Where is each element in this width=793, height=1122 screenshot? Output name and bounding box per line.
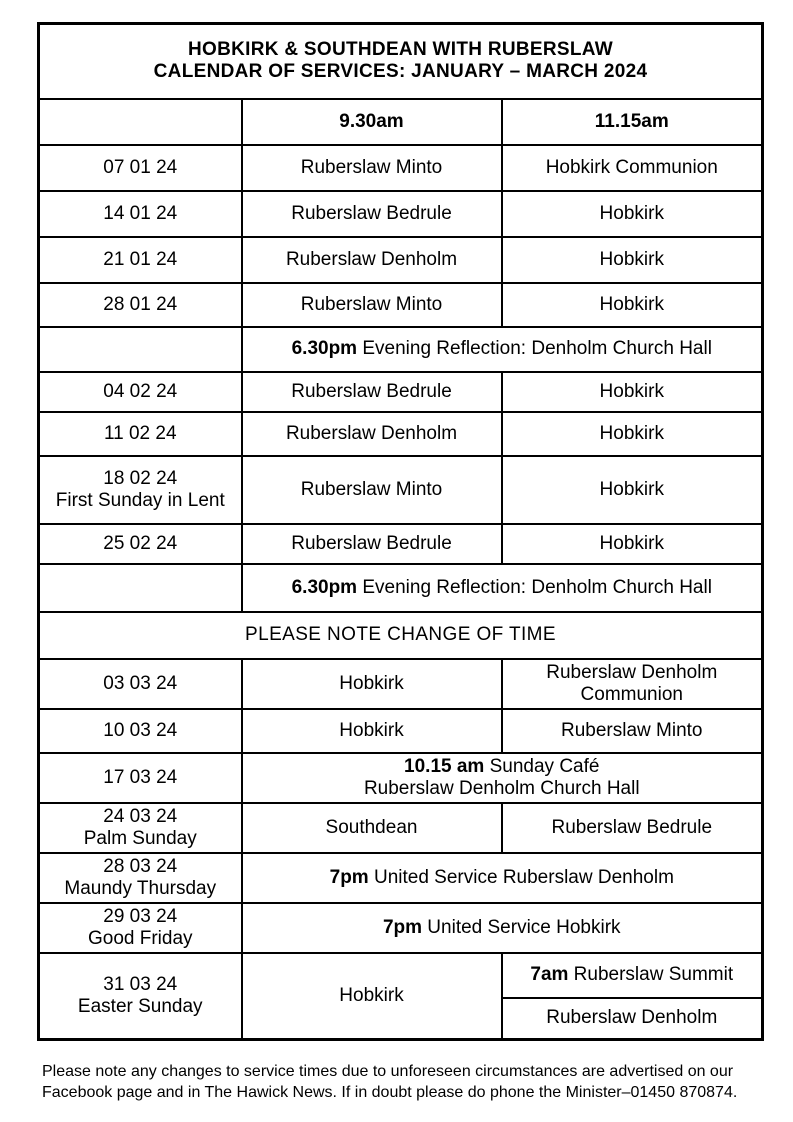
service-1115-cell: Hobkirk <box>502 372 763 412</box>
date-cell <box>39 953 242 1040</box>
event-time: 6.30pm <box>291 576 358 598</box>
table-row <box>39 327 763 372</box>
date-note: Good Friday <box>87 927 193 949</box>
date-text: 24 03 24 <box>103 805 178 827</box>
event-text: Evening Reflection: Denholm Church Hall <box>357 338 712 359</box>
service-1115-cell: Hobkirk <box>502 524 763 564</box>
title-row <box>39 24 763 99</box>
table-row <box>39 853 763 903</box>
service-930-cell: Ruberslaw Bedrule <box>242 372 502 412</box>
service-930-cell: Ruberslaw Bedrule <box>242 524 502 564</box>
service-930-cell: Ruberslaw Minto <box>242 456 502 524</box>
event-time: 7pm <box>329 866 369 888</box>
event-text: Evening Reflection: Denholm Church Hall <box>357 576 712 598</box>
service-1115-cell: Hobkirk <box>502 191 763 237</box>
event-time: 7pm <box>382 916 423 938</box>
service-930-cell: Hobkirk <box>242 659 502 709</box>
service-930-cell: Ruberslaw Denholm <box>242 237 502 283</box>
event-text: Sunday Café <box>484 755 600 777</box>
service-1115-cell: Hobkirk <box>502 412 763 456</box>
header-time-930: 9.30am <box>242 99 502 145</box>
date-note: Easter Sunday <box>77 995 203 1017</box>
date-cell <box>39 456 242 524</box>
service-1115-cell: Hobkirk Communion <box>502 145 763 191</box>
service-930-cell: Ruberslaw Minto <box>242 283 502 327</box>
event-time: 7am <box>530 964 569 985</box>
service-930-cell: Ruberslaw Minto <box>242 145 502 191</box>
service-1115-cell: Hobkirk <box>502 283 763 327</box>
date-cell-empty <box>39 327 242 372</box>
date-note: Maundy Thursday <box>64 877 217 899</box>
early-service-cell <box>502 953 763 998</box>
table-row <box>39 659 763 709</box>
event-time: 6.30pm <box>291 338 358 359</box>
date-note: Palm Sunday <box>83 827 197 849</box>
table-row <box>39 709 763 753</box>
event-text: Ruberslaw Summit <box>568 964 734 985</box>
service-930-cell: Hobkirk <box>242 709 502 753</box>
table-row <box>39 903 763 953</box>
service-930-cell: Ruberslaw Denholm <box>242 412 502 456</box>
date-cell: 11 02 24 <box>39 412 242 456</box>
date-cell <box>39 853 242 903</box>
date-cell: 17 03 24 <box>39 753 242 803</box>
event-cell <box>242 564 763 612</box>
date-text: 18 02 24 <box>103 467 178 489</box>
service-1115-cell: Ruberslaw Denholm <box>502 998 763 1040</box>
service-930-cell: Ruberslaw Bedrule <box>242 191 502 237</box>
date-cell: 07 01 24 <box>39 145 242 191</box>
date-cell: 25 02 24 <box>39 524 242 564</box>
table-title <box>39 24 763 99</box>
services-calendar-table <box>37 22 764 1041</box>
event-line-2: Ruberslaw Denholm Church Hall <box>363 777 640 799</box>
service-930-cell: Hobkirk <box>242 953 502 1040</box>
date-cell: 21 01 24 <box>39 237 242 283</box>
service-1115-cell: Hobkirk <box>502 456 763 524</box>
date-text: 31 03 24 <box>103 973 178 995</box>
date-cell: 03 03 24 <box>39 659 242 709</box>
table-row <box>39 456 763 524</box>
event-time: 10.15 am <box>404 755 485 777</box>
date-cell-empty <box>39 564 242 612</box>
notice-cell: PLEASE NOTE CHANGE OF TIME <box>39 612 763 659</box>
date-note: First Sunday in Lent <box>55 489 225 511</box>
header-row <box>39 99 763 145</box>
date-text: 29 03 24 <box>103 905 178 927</box>
service-1115-cell: Ruberslaw Bedrule <box>502 803 763 853</box>
event-cell <box>242 853 763 903</box>
header-time-1115: 11.15am <box>502 99 763 145</box>
table-row <box>39 412 763 456</box>
table-row <box>39 145 763 191</box>
event-cell <box>242 903 763 953</box>
date-cell <box>39 803 242 853</box>
service-1115-cell: Ruberslaw Denholm Communion <box>502 659 763 709</box>
event-text: United Service Ruberslaw Denholm <box>368 866 674 888</box>
header-empty-cell <box>39 99 242 145</box>
service-930-cell: Southdean <box>242 803 502 853</box>
date-text: 28 03 24 <box>103 855 178 877</box>
service-1115-cell: Ruberslaw Minto <box>502 709 763 753</box>
date-cell: 10 03 24 <box>39 709 242 753</box>
title-line-1: HOBKIRK & SOUTHDEAN WITH RUBERSLAW <box>187 39 614 61</box>
notice-row <box>39 612 763 659</box>
footer-note: Please note any changes to service times due to unforeseen circumstances are advertised on our Facebook page and in The Hawick News. If in doubt please do phone the Minister–01450 870874. <box>42 1063 738 1101</box>
table-row <box>39 953 763 998</box>
date-cell <box>39 903 242 953</box>
table-row <box>39 803 763 853</box>
date-cell: 14 01 24 <box>39 191 242 237</box>
table-row <box>39 372 763 412</box>
title-line-2: CALENDAR OF SERVICES: JANUARY – MARCH 2024 <box>153 61 648 83</box>
event-cell <box>242 753 763 803</box>
table-row <box>39 283 763 327</box>
date-cell: 04 02 24 <box>39 372 242 412</box>
date-cell: 28 01 24 <box>39 283 242 327</box>
table-row <box>39 524 763 564</box>
event-line-1 <box>251 756 754 778</box>
event-cell <box>242 327 763 372</box>
table-row <box>39 191 763 237</box>
event-text: United Service Hobkirk <box>422 916 621 938</box>
table-row <box>39 237 763 283</box>
table-row <box>39 753 763 803</box>
table-row <box>39 564 763 612</box>
service-1115-cell: Hobkirk <box>502 237 763 283</box>
